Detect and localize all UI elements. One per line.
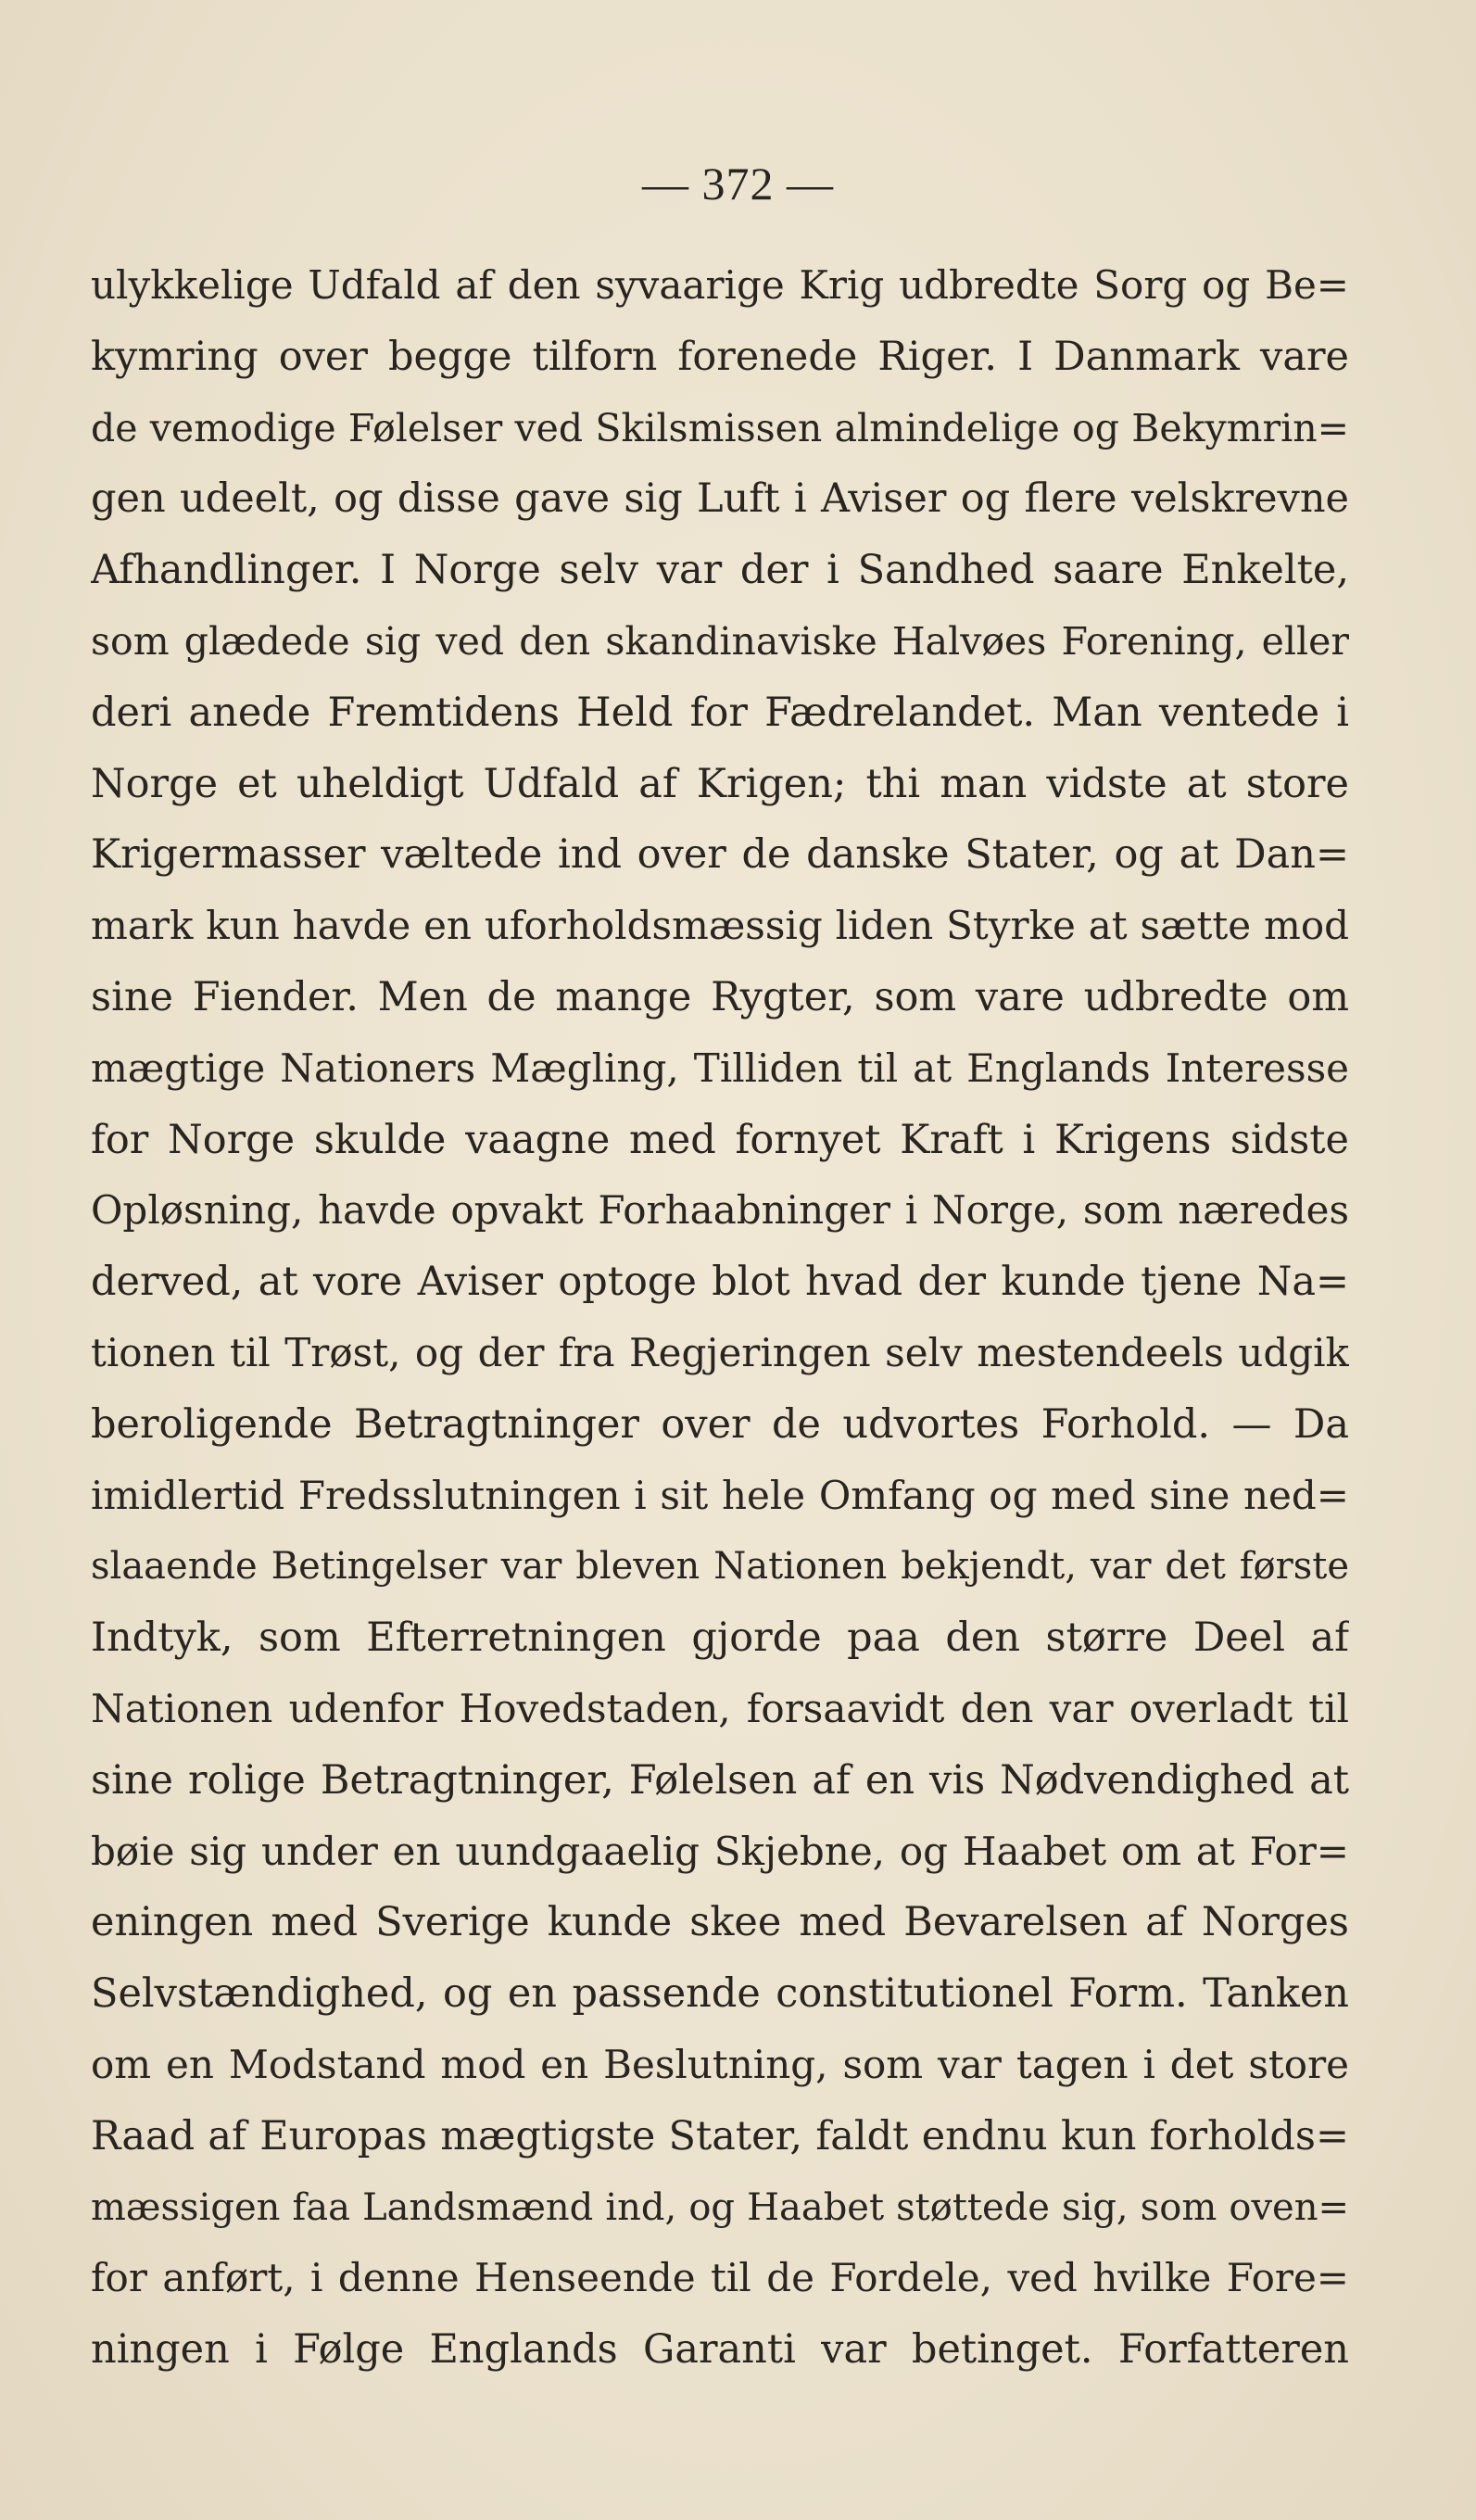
- page-number: — 372 —: [642, 158, 834, 209]
- text-line: for Norge skulde vaagne med fornyet Kraft i Krigens sidste: [91, 1116, 1349, 1163]
- text-line: ningen i Følge Englands Garanti var betinget. Forfatteren: [91, 2326, 1349, 2374]
- text-line: slaaende Betingelser var bleven Nationen bekjendt, var det første: [91, 1545, 1349, 1589]
- text-line: Nationen udenfor Hovedstaden, forsaavidt den var overladt til: [91, 1685, 1349, 1731]
- text-line: beroligende Betragtninger over de udvortes Forhold. — Da: [91, 1400, 1349, 1448]
- text-line: Selvstændighed, og en passende constitutionel Form. Tanken: [91, 1970, 1349, 2018]
- text-line: sine Fiender. Men de mange Rygter, som vare udbredte om: [91, 973, 1349, 1020]
- text-line: eningen med Sverige kunde skee med Bevarelsen af Norges: [91, 1899, 1349, 1946]
- text-line: om en Modstand mod en Beslutning, som var tagen i det store: [91, 2041, 1349, 2087]
- text-line: gen udeelt, og disse gave sig Luft i Aviser og flere velskrevne: [91, 475, 1349, 523]
- body-text: [91, 250, 1349, 2386]
- text-line: som glædede sig ved den skandinaviske Halvøes Forening, eller: [91, 618, 1349, 664]
- text-line: de vemodige Følelser ved Skilsmissen almindelige og Bekymrin=: [91, 405, 1349, 450]
- text-line: Norge et uheldigt Udfald af Krigen; thi man vidste at store: [91, 760, 1349, 807]
- text-line: Opløsning, havde opvakt Forhaabninger i Norge, som næredes: [91, 1187, 1349, 1234]
- text-line: Indtyk, som Efterretningen gjorde paa den større Deel af: [91, 1615, 1349, 1662]
- text-line: Raad af Europas mægtigste Stater, faldt endnu kun forholds=: [91, 2112, 1349, 2159]
- text-line: mark kun havde en uforholdsmæssig liden Styrke at sætte mod: [91, 903, 1349, 949]
- text-line: mægtige Nationers Mægling, Tilliden til at Englands Interesse: [91, 1045, 1349, 1091]
- text-line: mæssigen faa Landsmænd ind, og Haabet støttede sig, som oven=: [91, 2185, 1349, 2229]
- text-line: ulykkelige Udfald af den syvaarige Krig udbredte Sorg og Be=: [91, 262, 1349, 308]
- text-line: tionen til Trøst, og der fra Regjeringen selv mestendeels udgik: [91, 1329, 1349, 1375]
- text-line: derved, at vore Aviser optoge blot hvad der kunde tjene Na=: [91, 1259, 1349, 1306]
- text-line: bøie sig under en uundgaaelig Skjebne, og Haabet om at For=: [91, 1828, 1349, 1874]
- text-line: for anført, i denne Henseende til de Fordele, ved hvilke Fore=: [91, 2255, 1349, 2301]
- text-line: imidlertid Fredsslutningen i sit hele Omfang og med sine ned=: [91, 1472, 1349, 1518]
- text-line: deri anede Fremtidens Held for Fædrelandet. Man ventede i: [91, 689, 1349, 736]
- text-line: kymring over begge tilforn forenede Riger. I Danmark vare: [91, 333, 1349, 380]
- text-line: Krigermasser væltede ind over de danske Stater, og at Dan=: [91, 831, 1349, 879]
- text-line: sine rolige Betragtninger, Følelsen af en vis Nødvendighed at: [91, 1756, 1349, 1804]
- text-line: Afhandlinger. I Norge selv var der i Sandhed saare Enkelte,: [91, 547, 1349, 594]
